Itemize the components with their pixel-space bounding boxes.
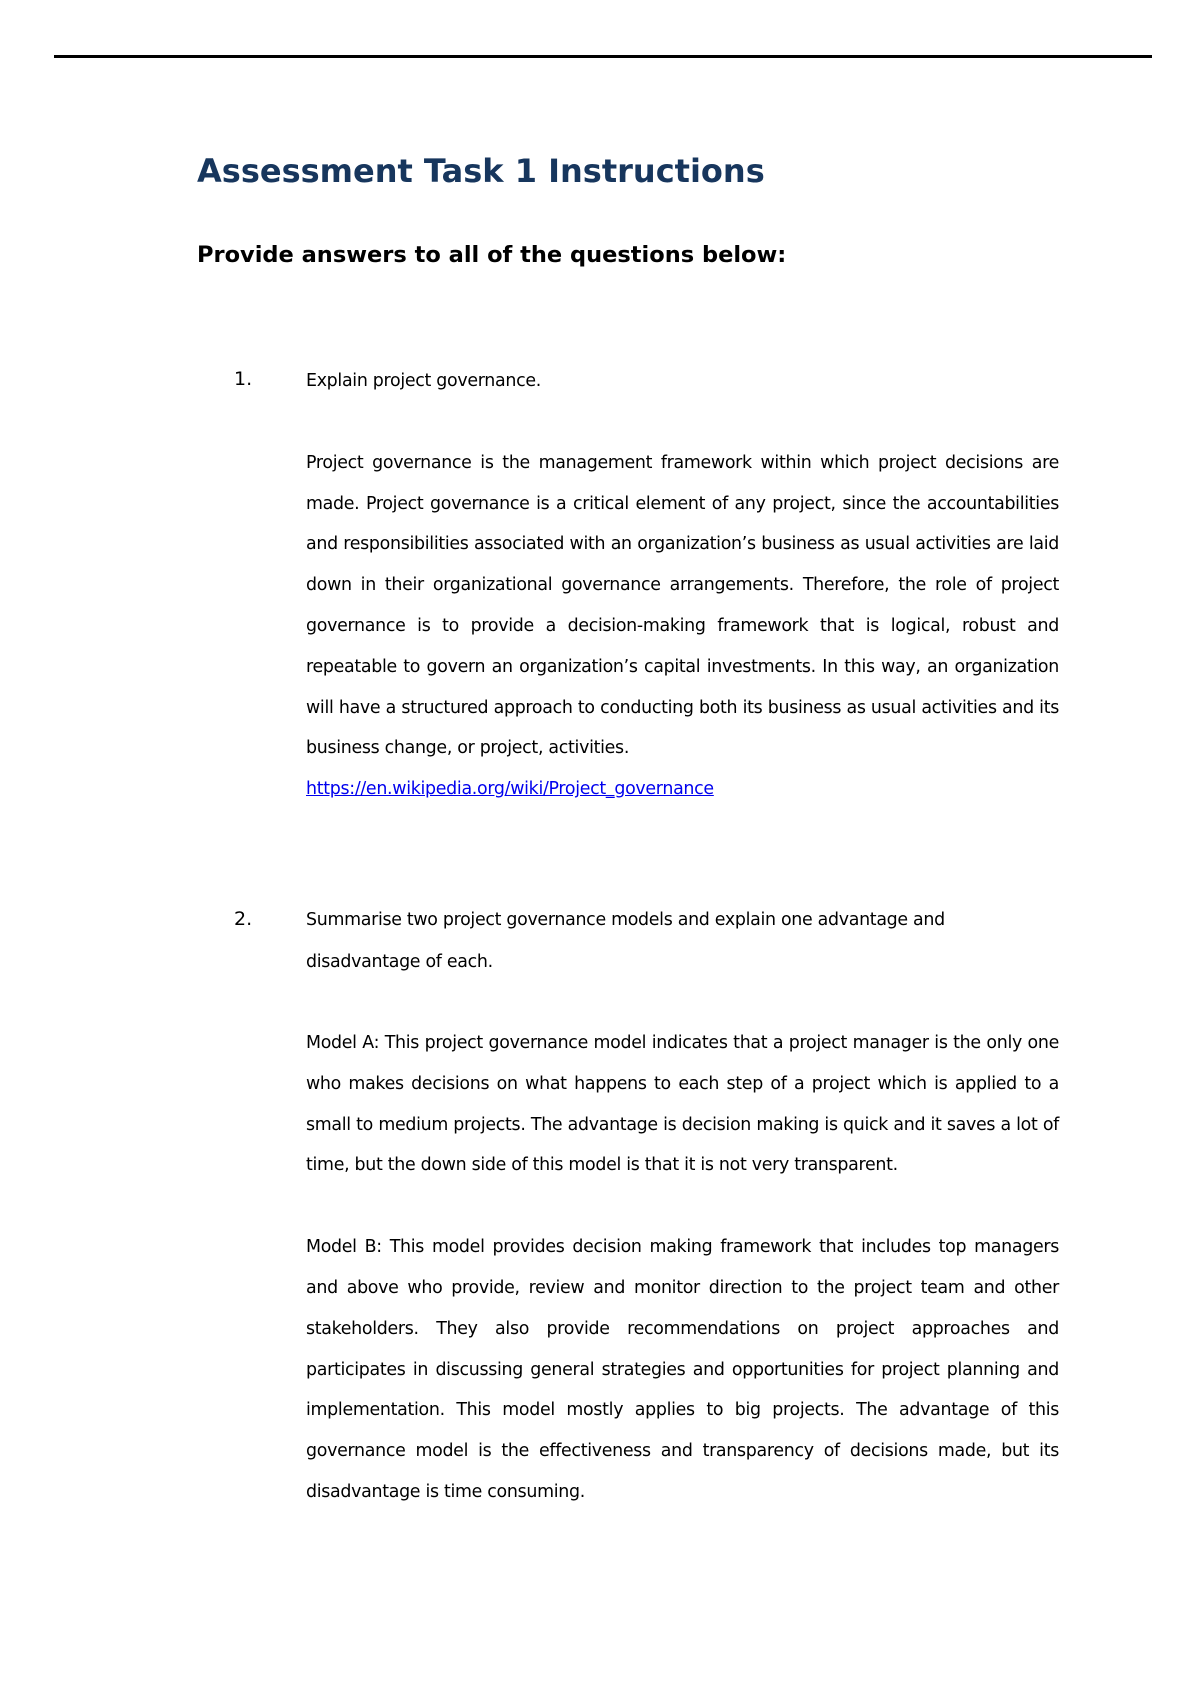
model-a-label: Model A: — [306, 1033, 380, 1053]
page-subtitle: Provide answers to all of the questions below: — [197, 242, 787, 268]
question-1-number: 1. — [234, 368, 253, 390]
model-a-text: This project governance model indicates that a project manager is the only one who makes decisions on what happens to each step of a project which is applied to a small to medium projects. The advantage is decision making is quick and it saves a lot of time, but the down side of this model is that it is not very transparent. — [306, 1033, 1060, 1176]
page-title: Assessment Task 1 Instructions — [197, 152, 765, 190]
question-2-block — [306, 899, 1059, 1513]
reference-link[interactable]: https://en.wikipedia.org/wiki/Project_governance — [306, 779, 714, 800]
model-b-text: This model provides decision making framework that includes top managers and above who provide, review and monitor direction to the project team and other stakeholders. They also provide recommendations on project approaches and participates in discussing general strategies and opportunities for project planning and implementation. This model mostly applies to big projects. The advantage of this governance model is the effectiveness and transparency of decisions made, but its disadvantage is time consuming. — [306, 1237, 1059, 1502]
model-a-answer — [306, 1023, 1059, 1186]
model-b-label: Model B: — [306, 1237, 382, 1258]
question-2-number: 2. — [234, 908, 253, 930]
question-1-text: Explain project governance. — [306, 371, 541, 391]
question-1-block — [306, 361, 1059, 810]
question-2-text-line1: Summarise two project governance models and explain one advantage and — [306, 910, 945, 930]
header-rule — [54, 55, 1152, 58]
question-1-answer: Project governance is the management framework within which project decisions are made. Project governance is a critical element of any project, since the accountabilities and responsibilities associated with an organization’s business as usual activities are laid down in their organizational governance arrangements. Therefore, the role of project governance is to provide a decision-making framework that is logical, robust and repeatable to govern an organization’s capital investments. In this way, an organization will have a structured approach to conducting both its business as usual activities and its business change, or project, activities. — [306, 452, 1059, 759]
model-b-answer — [306, 1227, 1059, 1513]
question-2-text-line2: disadvantage of each. — [306, 952, 493, 972]
